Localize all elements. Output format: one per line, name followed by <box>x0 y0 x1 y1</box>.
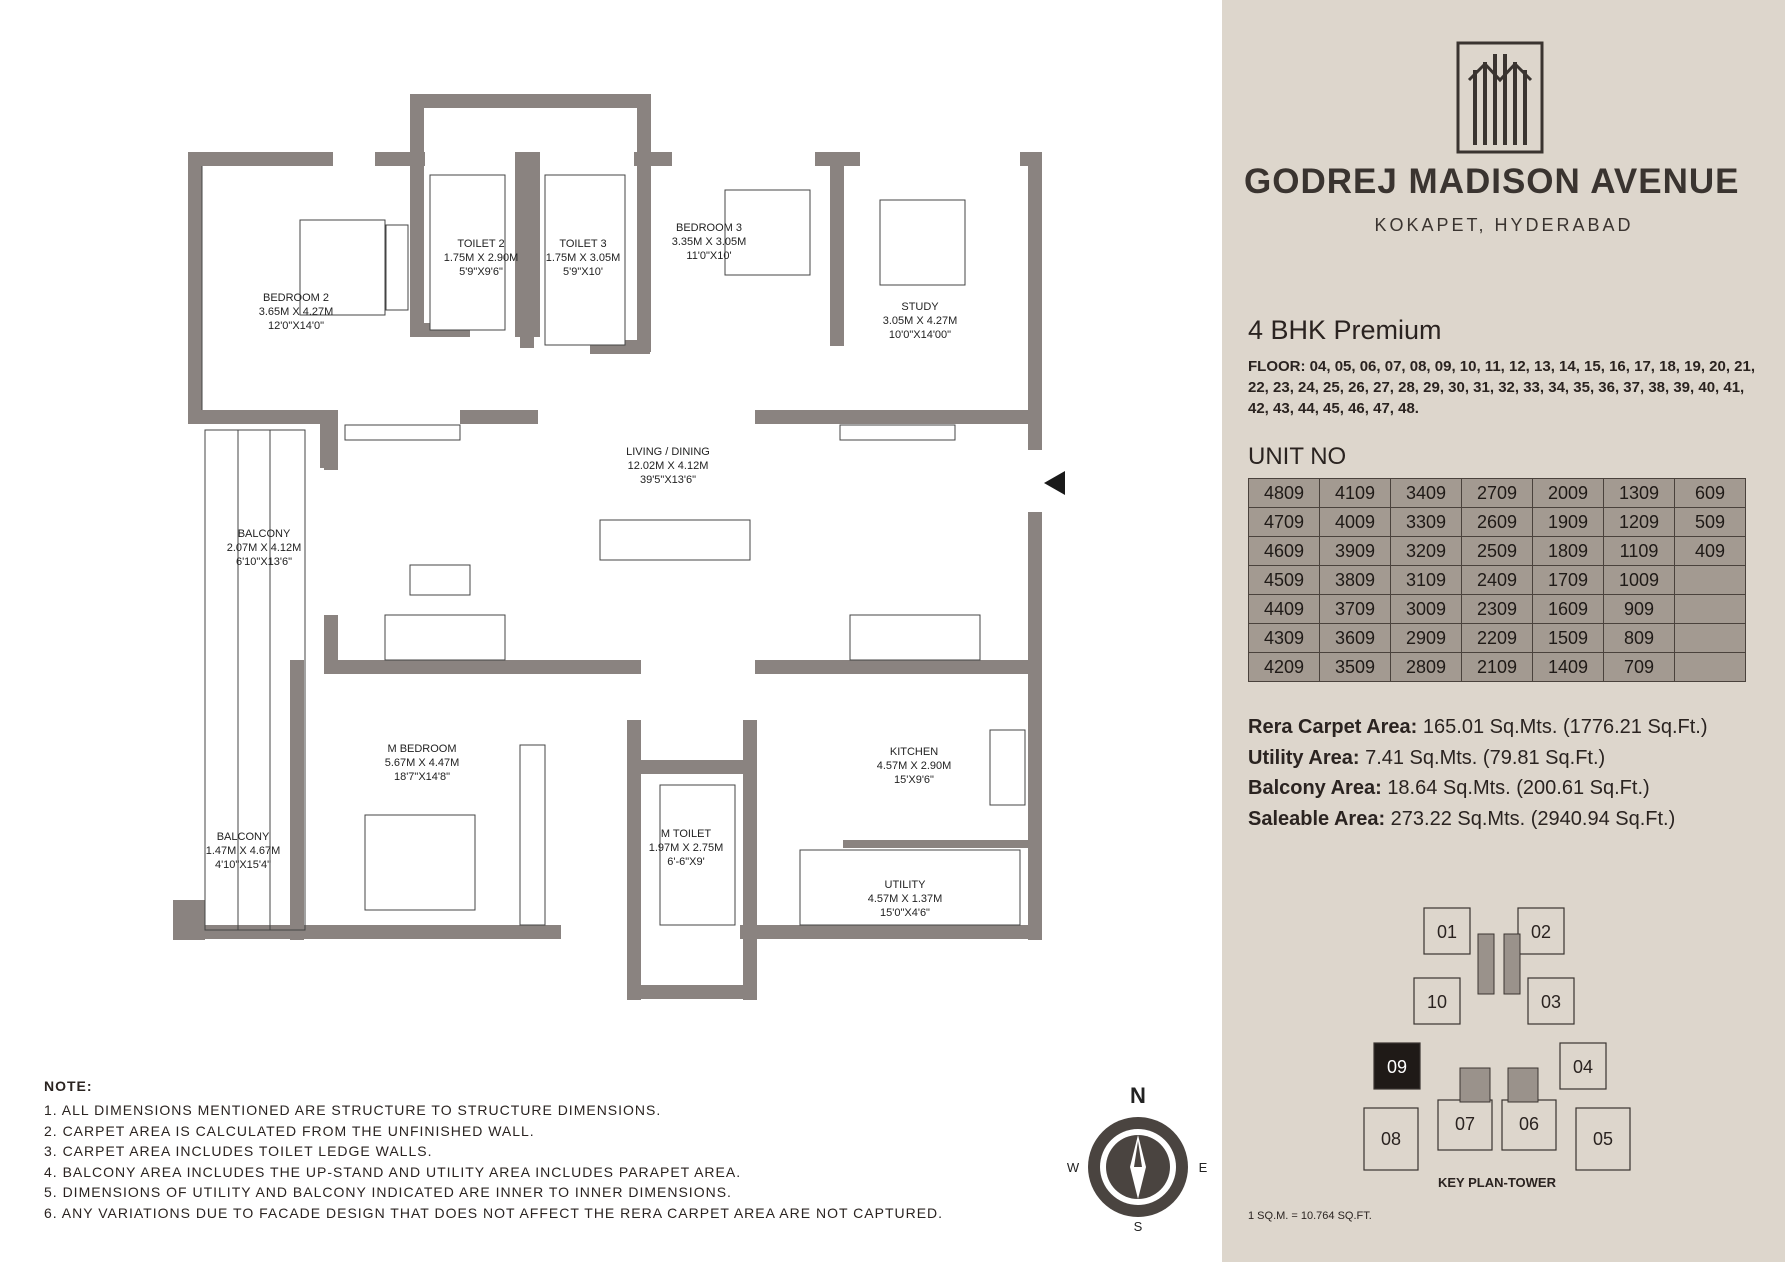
unit-cell: 4709 <box>1249 508 1320 537</box>
unit-cell: 1209 <box>1604 508 1675 537</box>
unit-cell: 4109 <box>1320 479 1391 508</box>
note-item: 2. CARPET AREA IS CALCULATED FROM THE UNFINISHED WALL. <box>44 1122 535 1139</box>
unit-cell: 3109 <box>1391 566 1462 595</box>
area-row <box>1248 743 1778 774</box>
area-value: 273.22 Sq.Mts. (2940.94 Sq.Ft.) <box>1390 807 1676 830</box>
unit-conversion: 1 SQ.M. = 10.764 SQ.FT. <box>1248 1210 1372 1222</box>
tower-label: 02 <box>1530 922 1552 942</box>
unit-cell: 3509 <box>1320 653 1391 682</box>
unit-cell: 1009 <box>1604 566 1675 595</box>
tower-label: 05 <box>1592 1129 1614 1149</box>
bedroom3-name: BEDROOM 3 <box>675 222 743 234</box>
unit-cell <box>1675 566 1746 595</box>
balcony1-name: BALCONY <box>237 528 291 540</box>
tower-label: 08 <box>1380 1129 1402 1149</box>
project-name: GODREJ MADISON AVENUE <box>1244 162 1740 201</box>
unit-row <box>1249 508 1746 537</box>
unit-cell: 3609 <box>1320 624 1391 653</box>
unit-cell: 1909 <box>1533 508 1604 537</box>
compass-icon <box>1060 1085 1215 1235</box>
unit-cell: 2709 <box>1462 479 1533 508</box>
balcony1-metric: 2.07M X 4.12M <box>226 542 302 554</box>
unit-cell: 2609 <box>1462 508 1533 537</box>
toilet3-name: TOILET 3 <box>559 238 607 250</box>
area-value: 18.64 Sq.Mts. (200.61 Sq.Ft.) <box>1387 777 1650 799</box>
unit-row <box>1249 479 1746 508</box>
living-metric: 12.02M X 4.12M <box>627 460 709 472</box>
unit-cell: 3909 <box>1320 537 1391 566</box>
mbedroom-imperial: 18'7"X14'8" <box>393 771 451 783</box>
kitchen-imperial: 15'X9'6" <box>894 774 934 786</box>
entry-arrow-icon <box>1040 468 1070 498</box>
unit-cell: 1509 <box>1533 624 1604 653</box>
mtoilet-metric: 1.97M X 2.75M <box>648 842 724 854</box>
tower-label: 03 <box>1540 992 1562 1012</box>
notes-title: NOTE: <box>44 1078 93 1094</box>
notes-list <box>44 1100 1044 1223</box>
unit-cell: 2309 <box>1462 595 1533 624</box>
unit-cell: 1409 <box>1533 653 1604 682</box>
unit-cell: 4509 <box>1249 566 1320 595</box>
unit-cell: 4309 <box>1249 624 1320 653</box>
unit-cell: 2209 <box>1462 624 1533 653</box>
project-location: KOKAPET, HYDERABAD <box>1374 215 1634 235</box>
mbedroom-metric: 5.67M X 4.47M <box>384 757 460 769</box>
kitchen-metric: 4.57M X 2.90M <box>876 760 952 772</box>
utility-name: UTILITY <box>884 879 926 891</box>
unit-cell: 509 <box>1675 508 1746 537</box>
unit-cell: 4809 <box>1249 479 1320 508</box>
tower-label: 06 <box>1518 1114 1540 1134</box>
floor-values: 04, 05, 06, 07, 08, 09, 10, 11, 12, 13, 14, 15, 16, 17, 18, 19, 20, 21, 22, 23, 24, 25, 26, 27, 28, 29, 30, 31, 32, 33, 34, 35, 36, 37, 38, 39, 40, 41, 42, 43, 44, 45, 46, 47, 48. <box>1248 358 1756 417</box>
unit-cell: 3309 <box>1391 508 1462 537</box>
unit-cell: 1309 <box>1604 479 1675 508</box>
compass-south: S <box>1133 1219 1143 1234</box>
unit-cell: 1109 <box>1604 537 1675 566</box>
unit-row <box>1249 595 1746 624</box>
unit-cell: 3009 <box>1391 595 1462 624</box>
unit-cell: 809 <box>1604 624 1675 653</box>
unit-row <box>1249 537 1746 566</box>
unit-cell: 3209 <box>1391 537 1462 566</box>
unit-cell: 3809 <box>1320 566 1391 595</box>
key-plan-title: KEY PLAN-TOWER <box>1438 1175 1556 1190</box>
balcony2-imperial: 4'10"X15'4" <box>214 859 272 871</box>
unit-cell: 1609 <box>1533 595 1604 624</box>
unit-cell: 2009 <box>1533 479 1604 508</box>
furniture-lines <box>202 166 1025 930</box>
toilet2-name: TOILET 2 <box>457 238 505 250</box>
compass-north: N <box>1130 1085 1146 1108</box>
unit-cell: 4009 <box>1320 508 1391 537</box>
unit-no-label: UNIT NO <box>1248 443 1347 470</box>
unit-type: 4 BHK Premium <box>1248 315 1442 345</box>
balcony1-imperial: 6'10"X13'6" <box>235 556 293 568</box>
unit-cell: 4209 <box>1249 653 1320 682</box>
study-imperial: 10'0"X14'00" <box>888 329 952 341</box>
unit-cell <box>1675 624 1746 653</box>
area-row <box>1248 804 1778 835</box>
compass-east: E <box>1198 1160 1208 1175</box>
brand-logo-icon <box>1455 40 1545 155</box>
utility-imperial: 15'0"X4'6" <box>880 907 930 919</box>
unit-cell: 709 <box>1604 653 1675 682</box>
bedroom2-metric: 3.65M X 4.27M <box>258 306 334 318</box>
tower-label-highlighted: 09 <box>1386 1057 1408 1077</box>
balcony2-name: BALCONY <box>216 831 270 843</box>
note-item: 1. ALL DIMENSIONS MENTIONED ARE STRUCTURE TO STRUCTURE DIMENSIONS. <box>44 1102 662 1118</box>
living-imperial: 39'5"X13'6" <box>639 474 697 486</box>
compass-west: W <box>1066 1160 1080 1175</box>
note-item: 6. ANY VARIATIONS DUE TO FACADE DESIGN THAT DOES NOT AFFECT THE RERA CARPET AREA ARE NOT CAPTURED. <box>44 1204 944 1221</box>
balcony2-metric: 1.47M X 4.67M <box>205 845 281 857</box>
study-name: STUDY <box>901 301 939 313</box>
unit-cell: 4409 <box>1249 595 1320 624</box>
unit-cell <box>1675 653 1746 682</box>
tower-label: 04 <box>1572 1057 1594 1077</box>
toilet2-imperial: 5'9"X9'6" <box>459 266 503 278</box>
unit-cell: 2409 <box>1462 566 1533 595</box>
bedroom3-metric: 3.35M X 3.05M <box>671 236 747 248</box>
area-value: 7.41 Sq.Mts. (79.81 Sq.Ft.) <box>1365 746 1606 769</box>
area-label: Utility Area: <box>1248 746 1360 769</box>
area-label: Balcony Area: <box>1248 777 1382 799</box>
area-label: Rera Carpet Area: <box>1248 716 1418 738</box>
unit-row <box>1249 566 1746 595</box>
tower-label: 10 <box>1426 992 1448 1012</box>
kitchen-name: KITCHEN <box>889 746 939 758</box>
unit-cell: 609 <box>1675 479 1746 508</box>
living-name: LIVING / DINING <box>626 446 710 458</box>
bedroom2-name: BEDROOM 2 <box>262 292 330 304</box>
floor-label: FLOOR: <box>1248 358 1306 375</box>
note-item: 4. BALCONY AREA INCLUDES THE UP-STAND AND UTILITY AREA INCLUDES PARAPET AREA. <box>44 1163 742 1180</box>
utility-metric: 4.57M X 1.37M <box>867 893 943 905</box>
unit-cell: 1809 <box>1533 537 1604 566</box>
unit-row <box>1249 624 1746 653</box>
unit-cell: 2509 <box>1462 537 1533 566</box>
mtoilet-name: M TOILET <box>660 828 712 840</box>
tower-label: 07 <box>1454 1114 1476 1134</box>
unit-number-table <box>1248 478 1746 682</box>
unit-cell: 2909 <box>1391 624 1462 653</box>
key-plan <box>1352 900 1682 1195</box>
unit-cell: 409 <box>1675 537 1746 566</box>
toilet2-metric: 1.75M X 2.90M <box>443 252 519 264</box>
unit-cell: 1709 <box>1533 566 1604 595</box>
unit-cell: 3409 <box>1391 479 1462 508</box>
unit-cell: 2809 <box>1391 653 1462 682</box>
note-item: 5. DIMENSIONS OF UTILITY AND BALCONY INDICATED ARE INNER TO INNER DIMENSIONS. <box>44 1184 732 1200</box>
unit-cell: 4609 <box>1249 537 1320 566</box>
unit-cell <box>1675 595 1746 624</box>
bedroom2-imperial: 12'0"X14'0" <box>267 320 325 332</box>
floor-list <box>1248 356 1768 419</box>
bedroom3-imperial: 11'0"X10' <box>686 250 732 262</box>
toilet3-metric: 1.75M X 3.05M <box>545 252 621 264</box>
unit-cell: 3709 <box>1320 595 1391 624</box>
unit-cell: 909 <box>1604 595 1675 624</box>
mbedroom-name: M BEDROOM <box>387 743 457 755</box>
area-row <box>1248 773 1778 804</box>
toilet3-imperial: 5'9"X10' <box>563 266 603 278</box>
area-value: 165.01 Sq.Mts. (1776.21 Sq.Ft.) <box>1422 716 1708 738</box>
study-metric: 3.05M X 4.27M <box>882 315 958 327</box>
unit-cell: 2109 <box>1462 653 1533 682</box>
mtoilet-imperial: 6'-6"X9' <box>667 856 705 868</box>
area-label: Saleable Area: <box>1248 807 1386 830</box>
unit-row <box>1249 653 1746 682</box>
area-row <box>1248 712 1778 743</box>
tower-label: 01 <box>1436 922 1458 942</box>
note-item: 3. CARPET AREA INCLUDES TOILET LEDGE WALLS. <box>44 1143 433 1159</box>
area-list <box>1248 712 1778 834</box>
